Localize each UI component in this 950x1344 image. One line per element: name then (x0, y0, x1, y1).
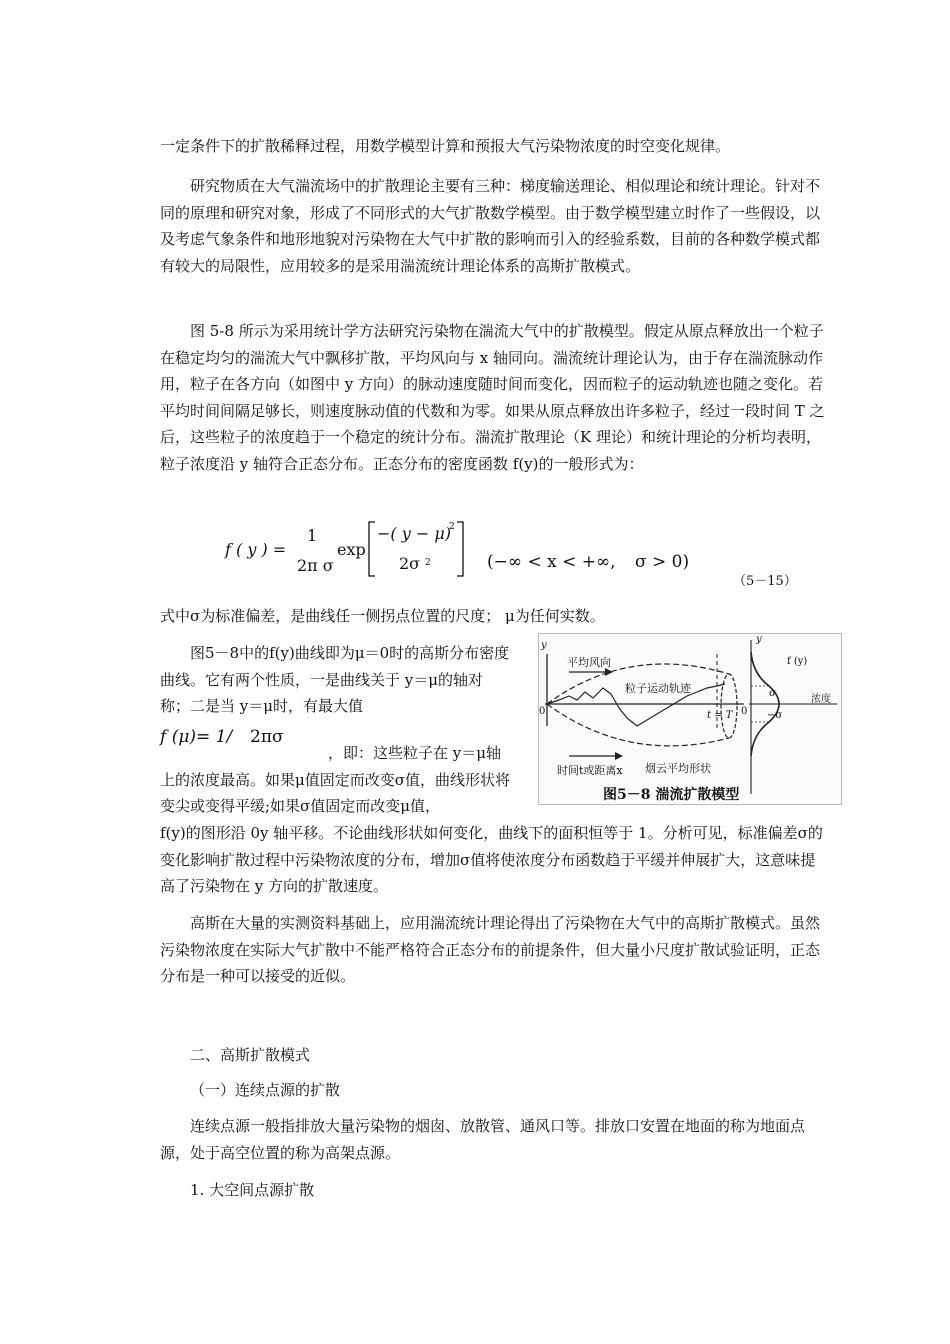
paragraph-point-source: 连续点源一般指排放大量污染物的烟囱、放散管、通风口等。排放口安置在地面的称为地面点源，处于高空位置的称为高架点源。 (160, 1117, 806, 1162)
figure-label-fy: f (y) (787, 656, 808, 667)
formula-exp: exp (337, 540, 366, 559)
figure-label-sigma: σ (769, 688, 776, 699)
formula-numerator-square: 2 (449, 522, 455, 532)
formula-condition: σ > 0) (635, 552, 690, 572)
formula-number: （5－15） (733, 574, 797, 589)
figure-label-plume: 烟云平均形状 (645, 762, 711, 775)
figure-label-y-right: y (756, 634, 762, 645)
paragraph-theories: 研究物质在大气湍流场中的扩散理论主要有三种：梯度输送理论、相似理论和统计理论。针对不同的原理和研究对象，形成了不同形式的大气扩散数学模型。由于数学模型建立时作了一些假设，以及考虑气象条件和地形地貌对污染物在大气中扩散的影响而引入的经验系数，目前的各种数学模式都有较大的局限性，应用较多的是采用湍流统计理论体系的高斯扩散模式。 (160, 177, 821, 275)
formula-denominator-square: 2 (425, 558, 431, 568)
paragraph-statistical-model: 图 5-8 所示为采用统计学方法研究污染物在湍流大气中的扩散模型。假定从原点释放出一个粒子在稳定均匀的湍流大气中飘移扩散，平均风向与 x 轴同向。湍流统计理论认为，由于存在湍流脉动作用，粒子在各方向（如图中 y 方向）的脉动速度随时间而变化，因而粒子的运动轨迹也随之变化。若平均时间间隔足够长，则速度脉动值的代数和为零。如果从原点释放出许多粒子，经过一段时间 T 之后，这些粒子的浓度趋于一个稳定的统计分布。湍流扩散理论（K 理论）和统计理论的分析均表明，粒子浓度沿 y 轴符合正态分布。正态分布的密度函数 f(y)的一般形式为： (160, 322, 825, 473)
formula-coef-numerator: 1 (307, 526, 318, 545)
subsection-heading-point-source: （一）连续点源的扩散 (190, 1081, 341, 1099)
paragraph-intro: 一定条件下的扩散稀释过程，用数学模型计算和预报大气污染物浓度的时空变化规律。 (160, 137, 731, 155)
figure-label-wind: 平均风向 (567, 656, 611, 669)
formula-coef-denominator: 2π σ (297, 556, 334, 575)
paragraph-gauss-model: 高斯在大量的实测资料基础上，应用湍流统计理论得出了污染物在大气中的高斯扩散模式。虽然污染物浓度在实际大气扩散中不能严格符合正态分布的前提条件，但大量小尺度扩散试验证明，正态分布是一种可以接受的近似。 (160, 914, 821, 986)
gaussian-density-formula (225, 520, 825, 600)
figure-label-trajectory: 粒子运动轨迹 (625, 682, 691, 695)
formula-exponent-denominator: 2σ (399, 554, 421, 573)
figure-label-time: 时间t或距离x (557, 764, 623, 777)
inline-formula-lhs: f (μ)= 1/ (160, 727, 233, 747)
formula-lhs: f ( y ) = (225, 540, 287, 559)
formula-exponent-numerator: −( y − μ) (377, 524, 451, 543)
figure-label-t: t = T (707, 710, 733, 721)
figure-label-minus-sigma: −σ (767, 710, 783, 721)
section-heading-gaussian-model: 二、高斯扩散模式 (190, 1046, 311, 1064)
figure-label-origin-right: 0 (741, 706, 748, 717)
paragraph-properties-part1: 图5－8中的f(y)曲线即为μ＝0时的高斯分布密度曲线。它有两个性质，一是曲线关于 y＝μ的轴对称；二是当 y＝μ时，有最大值 (160, 644, 510, 716)
paragraph-properties-part2: ，即：这些粒子在 y＝μ轴上的浓度最高。如果μ值固定而改变σ值，曲线形状将变尖或变得平缓;如果σ值固定而改变μ值， (160, 744, 510, 816)
figure-label-origin-left: 0 (539, 706, 546, 717)
figure-label-concentration: 浓度 (811, 694, 831, 705)
figure-label-y-left: y (541, 640, 547, 651)
paragraph-sigma-definition: 式中σ为标准偏差，是曲线任一侧拐点位置的尺度； μ为任何实数。 (160, 607, 605, 625)
subsubsection-heading-space-diffusion: 1. 大空间点源扩散 (190, 1181, 315, 1199)
paragraph-properties-part3: f(y)的图形沿 0y 轴平移。不论曲线形状如何变化，曲线下的面积恒等于 1。分析可见，标准偏差σ的变化影响扩散过程中污染物浓度的分布，增加σ值将使浓度分布函数趋于平缓并伸展扩大，这意味提高了污染物在 y 方向的扩散速度。 (160, 824, 823, 896)
inline-formula-rhs: 2πσ (250, 727, 284, 747)
formula-domain: (−∞ < x < +∞, (487, 552, 616, 572)
figure-turbulent-diffusion-model (538, 633, 842, 805)
figure-caption: 图5－8 湍流扩散模型 (603, 787, 740, 803)
